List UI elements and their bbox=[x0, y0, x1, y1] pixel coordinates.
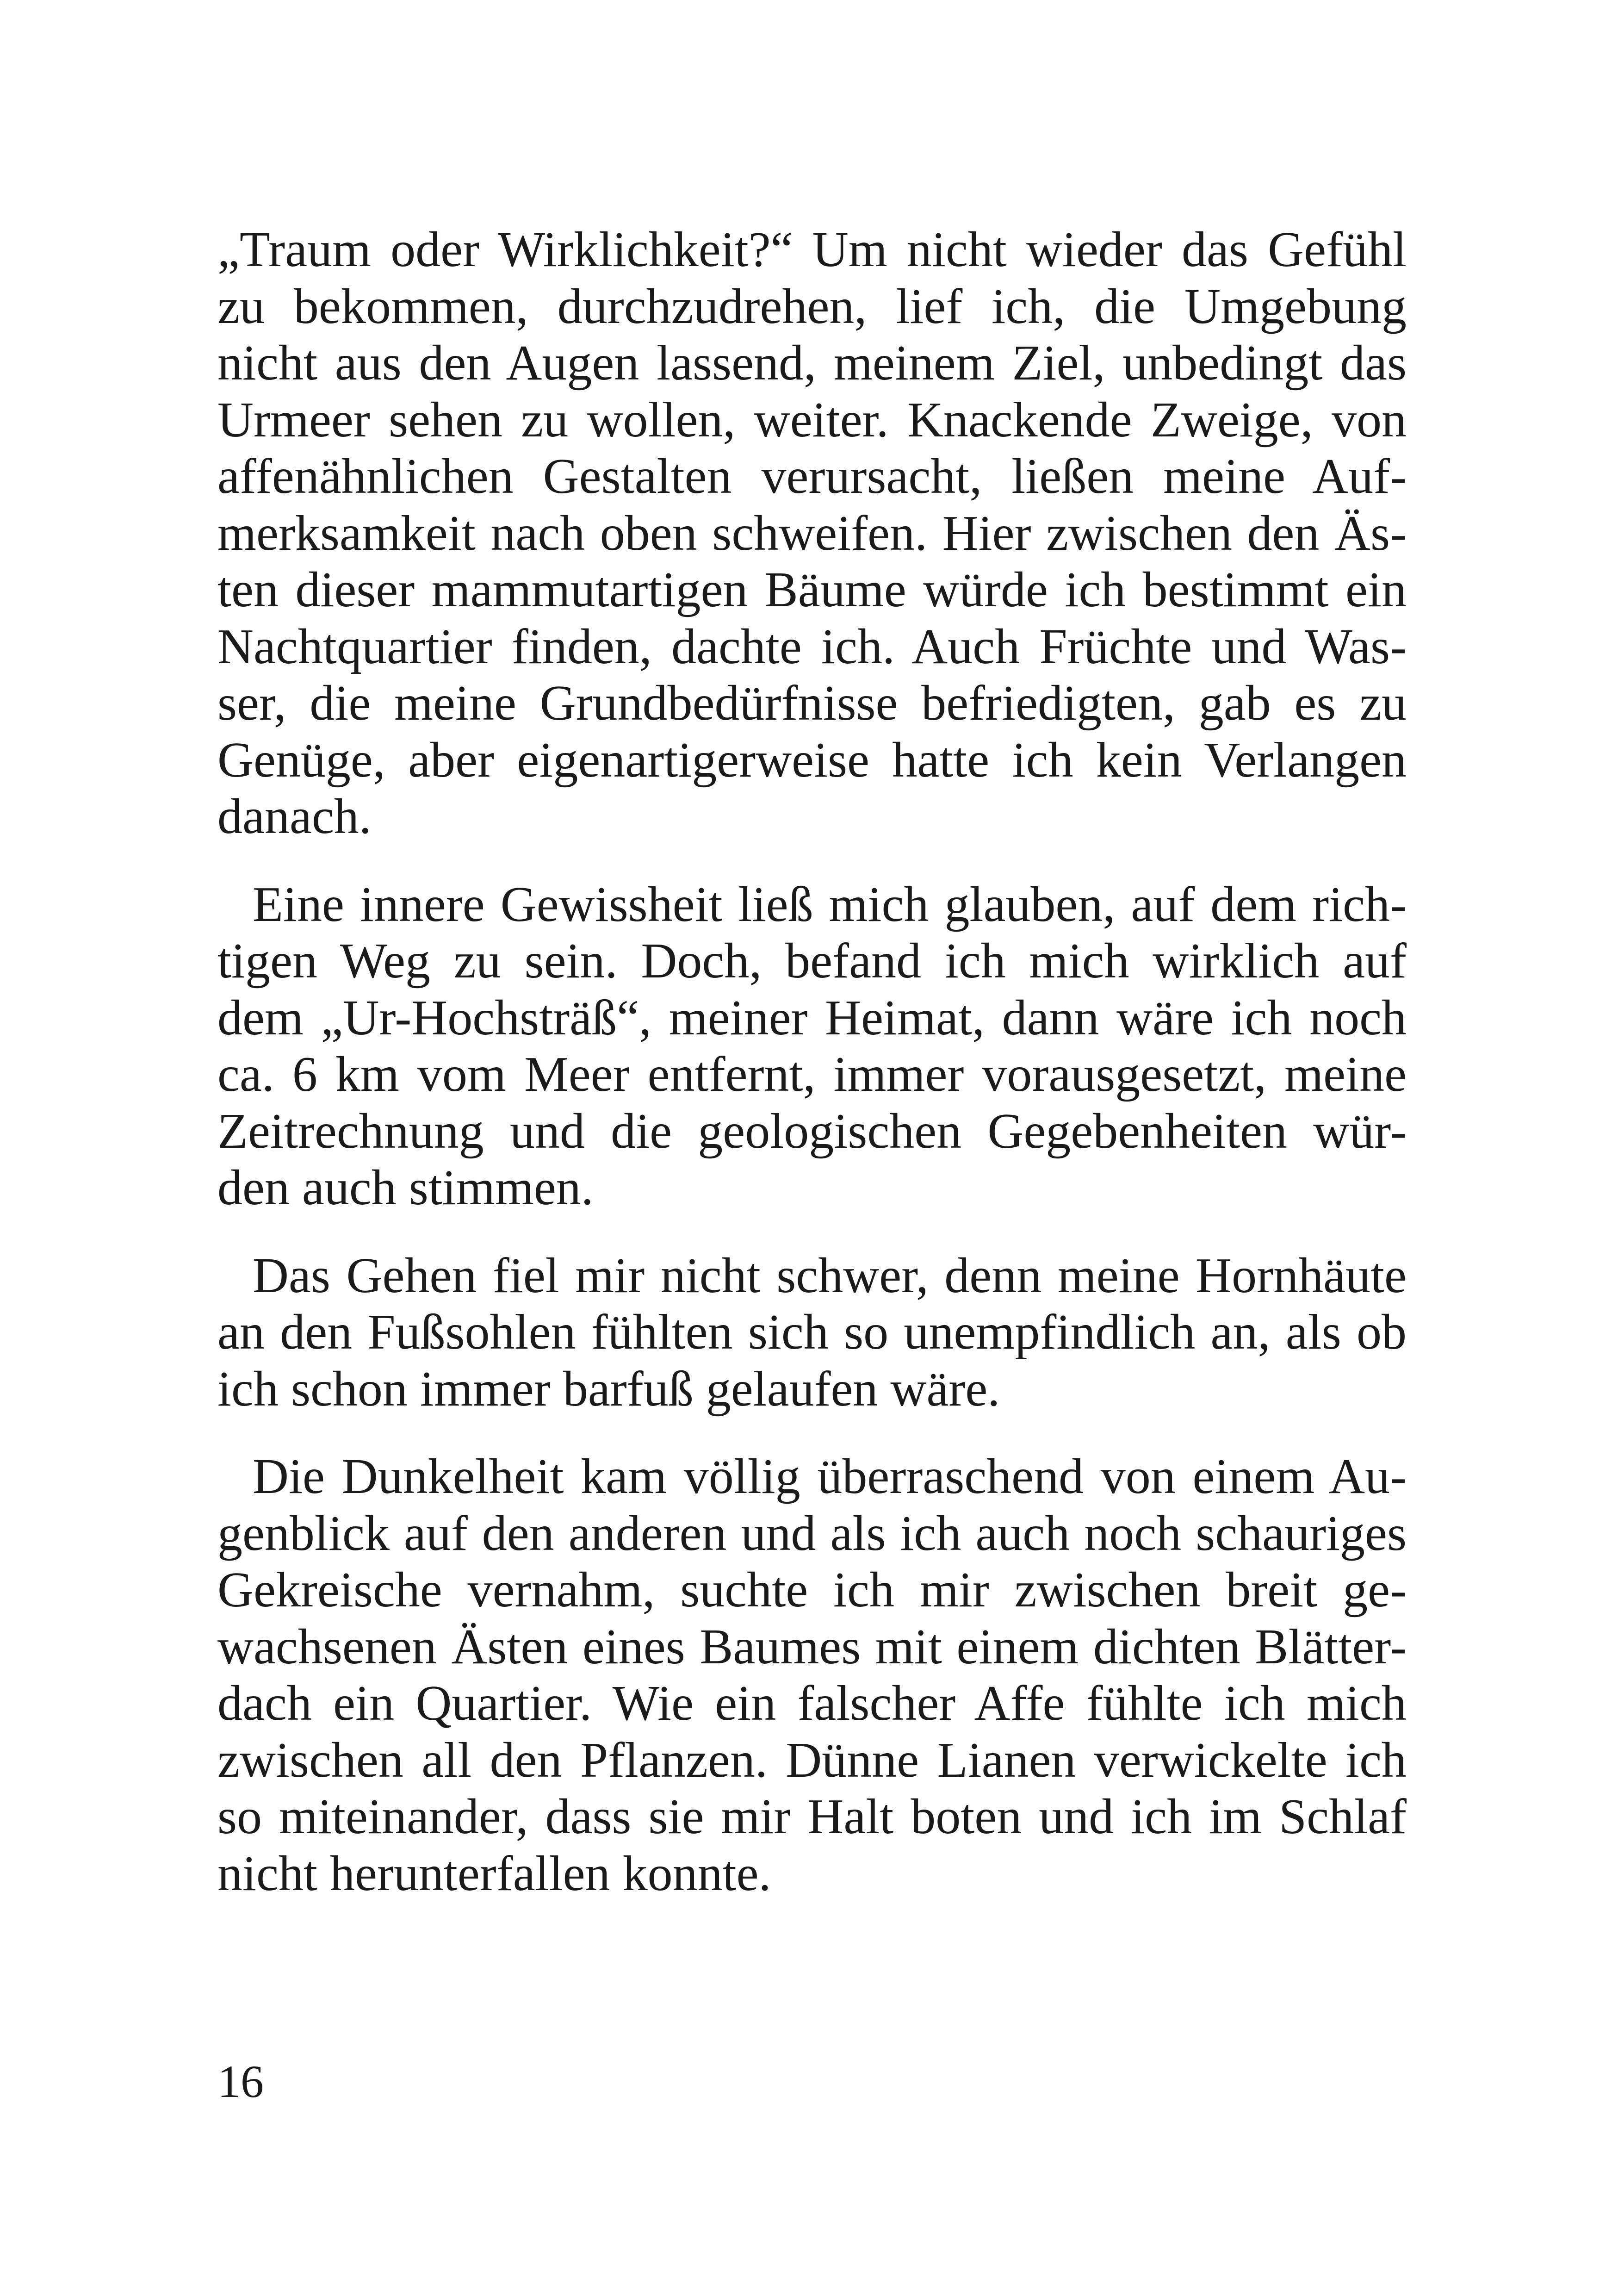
text-line: merksamkeit nach oben schweifen. Hier zwischen den Äs- bbox=[217, 505, 1407, 561]
text-line: ser, die meine Grundbedürfnisse befriedigten, gab es zu bbox=[217, 676, 1407, 731]
text-line: an den Fußsohlen fühlten sich so unempfindlich an, als ob bbox=[217, 1305, 1407, 1360]
text-line: affenähnlichen Gestalten verursacht, ließen meine Auf- bbox=[217, 449, 1407, 504]
page-number: 16 bbox=[217, 2056, 264, 2107]
text-line: nicht aus den Augen lassend, meinem Ziel, unbedingt das bbox=[217, 336, 1407, 391]
text-line: Zeitrechnung und die geologischen Gegebenheiten wür- bbox=[217, 1103, 1407, 1159]
body-text bbox=[217, 222, 1407, 1933]
text-line: ich schon immer barfuß gelaufen wäre. bbox=[217, 1361, 1000, 1417]
paragraph bbox=[217, 222, 1407, 846]
text-line: zwischen all den Pflanzen. Dünne Lianen verwickelte ich bbox=[217, 1732, 1407, 1788]
text-line: wachsenen Ästen eines Baumes mit einem dichten Blätter- bbox=[217, 1619, 1407, 1674]
text-line: ten dieser mammutartigen Bäume würde ich bestimmt ein bbox=[217, 562, 1407, 617]
paragraph bbox=[217, 877, 1407, 1217]
text-line: den auch stimmen. bbox=[217, 1160, 594, 1215]
text-line: dem „Ur-Hochsträß“, meiner Heimat, dann wäre ich noch bbox=[217, 990, 1407, 1045]
text-line: nicht herunterfallen konnte. bbox=[217, 1846, 771, 1901]
text-line: Das Gehen fiel mir nicht schwer, denn meine Hornhäute bbox=[253, 1248, 1407, 1303]
text-line: danach. bbox=[217, 789, 372, 844]
text-line: Nachtquartier finden, dachte ich. Auch Früchte und Was- bbox=[217, 619, 1407, 674]
paragraph bbox=[217, 1449, 1407, 1902]
text-line: Eine innere Gewissheit ließ mich glauben, auf dem rich- bbox=[253, 877, 1407, 932]
text-line: Genüge, aber eigenartigerweise hatte ich kein Verlangen bbox=[217, 732, 1407, 788]
text-line: Urmeer sehen zu wollen, weiter. Knackende Zweige, von bbox=[217, 392, 1407, 448]
text-line: „Traum oder Wirklichkeit?“ Um nicht wieder das Gefühl bbox=[217, 222, 1407, 277]
text-line: genblick auf den anderen und als ich auch noch schauriges bbox=[217, 1506, 1407, 1561]
text-line: Gekreische vernahm, suchte ich mir zwischen breit ge- bbox=[217, 1562, 1407, 1618]
paragraph bbox=[217, 1248, 1407, 1418]
text-line: dach ein Quartier. Wie ein falscher Affe fühlte ich mich bbox=[217, 1676, 1407, 1731]
text-line: tigen Weg zu sein. Doch, befand ich mich wirklich auf bbox=[217, 933, 1407, 989]
text-line: ca. 6 km vom Meer entfernt, immer vorausgesetzt, meine bbox=[217, 1047, 1407, 1102]
text-line: Die Dunkelheit kam völlig überraschend von einem Au- bbox=[253, 1449, 1407, 1504]
text-line: so miteinander, dass sie mir Halt boten und ich im Schlaf bbox=[217, 1789, 1407, 1844]
text-line: zu bekommen, durchzudrehen, lief ich, die Umgebung bbox=[217, 279, 1407, 334]
